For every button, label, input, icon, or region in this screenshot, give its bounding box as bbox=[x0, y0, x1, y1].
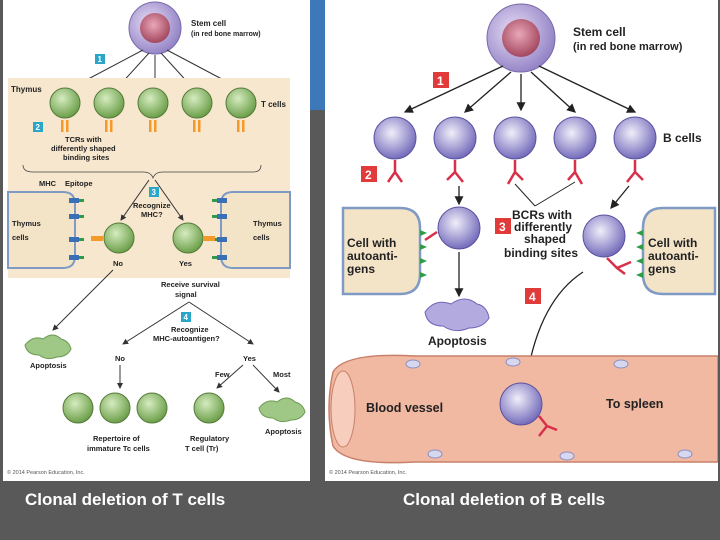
thymus-cell-right bbox=[221, 192, 290, 268]
repertoire-label-1: Repertoire of bbox=[93, 434, 140, 443]
survival-label-2: signal bbox=[175, 290, 197, 299]
thymus-cells-right-label-2: cells bbox=[253, 233, 270, 242]
arrow-to-right-b bbox=[611, 186, 629, 208]
recognize-auto-label-1: Recognize bbox=[171, 325, 209, 334]
bcr-label-1: BCRs with bbox=[512, 208, 572, 222]
apoptosis-right-label: Apoptosis bbox=[265, 427, 302, 436]
b-cell-diagram bbox=[325, 0, 718, 481]
bcr-pointer-1 bbox=[515, 184, 535, 206]
apoptosis-b-label: Apoptosis bbox=[428, 334, 487, 348]
few-label: Few bbox=[215, 370, 230, 379]
apoptosis-left-icon bbox=[25, 335, 71, 359]
step-badge-1-text: 1 bbox=[97, 55, 102, 64]
thymus-cell-left bbox=[8, 192, 75, 268]
stem-cell-b bbox=[487, 4, 555, 72]
auto-left-label-3: gens bbox=[347, 262, 376, 276]
stem-cell-sublabel: (in red bone marrow) bbox=[191, 31, 261, 38]
epitope-label: Epitope bbox=[65, 179, 93, 188]
copyright-left: © 2014 Pearson Education, Inc. bbox=[7, 470, 85, 476]
no2-label: No bbox=[115, 354, 125, 363]
blood-vessel-label: Blood vessel bbox=[366, 401, 444, 415]
mhc-label: MHC bbox=[39, 179, 57, 188]
auto-right-label-2: autoanti- bbox=[648, 249, 699, 263]
t-cells-label: T cells bbox=[261, 100, 286, 109]
step-badge-3-text: 3 bbox=[151, 188, 156, 197]
most-label: Most bbox=[273, 370, 291, 379]
bcr-pointer-2 bbox=[535, 182, 575, 206]
bcr-receptors bbox=[388, 160, 643, 184]
yes2-label: Yes bbox=[243, 354, 256, 363]
b-step-badge-1-text: 1 bbox=[437, 74, 444, 88]
copyright-right: © 2014 Pearson Education, Inc. bbox=[329, 470, 407, 476]
tcr-yes bbox=[203, 236, 215, 241]
t-cell-diagram bbox=[3, 0, 310, 481]
b-step-badge-2-text: 2 bbox=[365, 168, 372, 182]
b-step-badge-3-text: 3 bbox=[499, 220, 506, 234]
blood-vessel-opening bbox=[331, 371, 355, 447]
decorative-blue-strip bbox=[310, 0, 325, 110]
apoptosis-left-label: Apoptosis bbox=[30, 361, 67, 370]
caption-t-cells: Clonal deletion of T cells bbox=[25, 490, 226, 509]
stem-cell-b-label: Stem cell bbox=[573, 25, 626, 39]
regulatory-label-2: T cell (Tr) bbox=[185, 444, 219, 453]
auto-right-label-1: Cell with bbox=[648, 236, 698, 250]
thymus-label: Thymus bbox=[11, 85, 42, 94]
tcr-label-2: differently shaped bbox=[51, 144, 116, 153]
stem-cell-label: Stem cell bbox=[191, 19, 227, 28]
caption-b-cells: Clonal deletion of B cells bbox=[403, 490, 606, 509]
recognize-auto-label-2: MHC-autoantigen? bbox=[153, 334, 220, 343]
repertoire-label-2: immature Tc cells bbox=[87, 444, 150, 453]
thymus-cells-right-label-1: Thymus bbox=[253, 219, 282, 228]
yes-label: Yes bbox=[179, 259, 192, 268]
t-cell-deletion-panel bbox=[3, 0, 310, 481]
apoptosis-right-icon bbox=[259, 398, 305, 422]
recognize-mhc-label-2: MHC? bbox=[141, 210, 163, 219]
stem-cell-b-sublabel: (in red bone marrow) bbox=[573, 41, 683, 53]
bcr-label-3: shaped bbox=[524, 232, 567, 246]
t-cell-yes bbox=[173, 223, 203, 253]
b-cell-binding-left bbox=[438, 207, 480, 249]
repertoire-cells bbox=[63, 393, 167, 423]
bcr-label-2: differently bbox=[514, 220, 573, 234]
b-cell-in-vessel bbox=[500, 383, 542, 425]
survival-label-1: Receive survival bbox=[161, 280, 220, 289]
tcr-label-3: binding sites bbox=[63, 153, 110, 162]
to-spleen-label: To spleen bbox=[606, 397, 664, 411]
recognize-mhc-label-1: Recognize bbox=[133, 201, 171, 210]
bcr-bound-right bbox=[607, 258, 631, 274]
thymus-cells-left-label-1: Thymus bbox=[12, 219, 41, 228]
regulatory-t-cell bbox=[194, 393, 224, 423]
bcr-bound-left bbox=[425, 232, 437, 240]
arrow-to-apoptosis-left bbox=[53, 270, 113, 330]
step-badge-2-text: 2 bbox=[35, 123, 40, 132]
b-cell-binding-right bbox=[583, 215, 625, 257]
auto-left-label-1: Cell with bbox=[347, 236, 397, 250]
no-label: No bbox=[113, 259, 123, 268]
b-step-badge-4-text: 4 bbox=[529, 290, 536, 304]
tcr-label-1: TCRs with bbox=[65, 135, 102, 144]
b-cell-row bbox=[374, 117, 656, 159]
tcr-no bbox=[91, 236, 103, 241]
apoptosis-b-icon bbox=[425, 299, 489, 331]
t-cell-no bbox=[104, 223, 134, 253]
auto-right-label-3: gens bbox=[648, 262, 677, 276]
stem-cell bbox=[129, 2, 181, 54]
step-badge-4-text: 4 bbox=[183, 313, 188, 322]
auto-left-label-2: autoanti- bbox=[347, 249, 398, 263]
bcr-label-4: binding sites bbox=[504, 246, 579, 260]
b-cell-deletion-panel bbox=[325, 0, 718, 481]
regulatory-label-1: Regulatory bbox=[190, 434, 230, 443]
b-cells-label: B cells bbox=[663, 131, 702, 145]
thymus-cells-left-label-2: cells bbox=[12, 233, 29, 242]
